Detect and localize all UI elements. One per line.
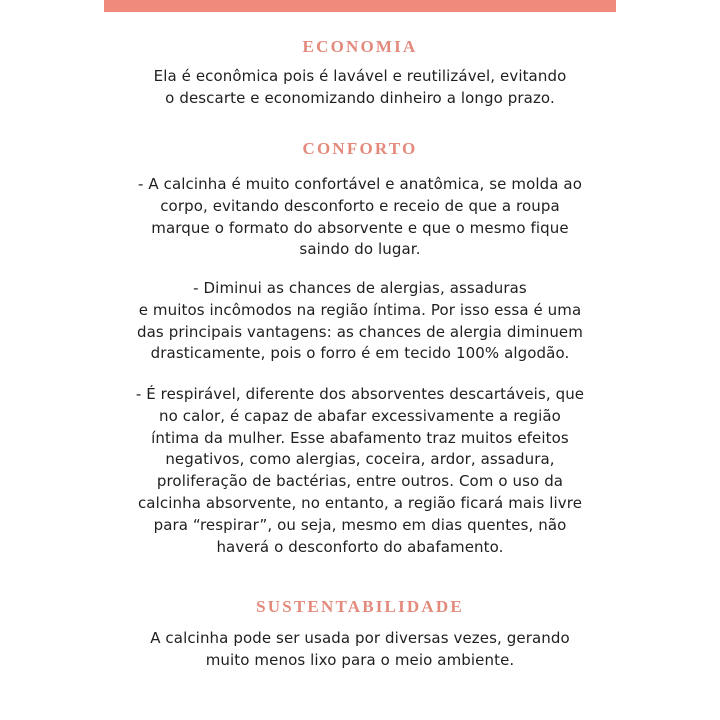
- paragraph-economia: Ela é econômica pois é lavável e reutilizável, evitando o descarte e economizando dinheiro a longo prazo.: [153, 67, 567, 107]
- paragraph-conforto-3: - É respirável, diferente dos absorventes descartáveis, que no calor, é capaz de abafar excessivamente a região íntima da mulher. Esse abafamento traz muitos efeitos negativos, como alergias, coceira, ardor, assadura, proliferação de bactérias, entre outros. Com o uso da calcinha absorvente, no entanto, a região ficará mais livre para “respirar”, ou seja, mesmo em dias quentes, não haverá o desconforto do abafamento.: [135, 385, 585, 556]
- paragraph-conforto-1: - A calcinha é muito confortável e anatômica, se molda ao corpo, evitando desconforto e receio de que a roupa marque o formato do absorvente e que o mesmo fique saindo do lugar.: [137, 175, 582, 259]
- paragraph-sustentabilidade: A calcinha pode ser usada por diversas vezes, gerando muito menos lixo para o meio ambiente.: [150, 629, 570, 669]
- top-accent-bar: [104, 0, 616, 12]
- heading-sustentabilidade: SUSTENTABILIDADE: [256, 597, 464, 616]
- heading-economia: ECONOMIA: [302, 37, 418, 56]
- paragraph-conforto-2: - Diminui as chances de alergias, assaduras e muitos incômodos na região íntima. Por isso essa é uma das principais vantagens: as chances de alergia diminuem drasticamente, pois o forro é em tecido 100% algodão.: [137, 279, 583, 363]
- heading-conforto: CONFORTO: [302, 139, 418, 158]
